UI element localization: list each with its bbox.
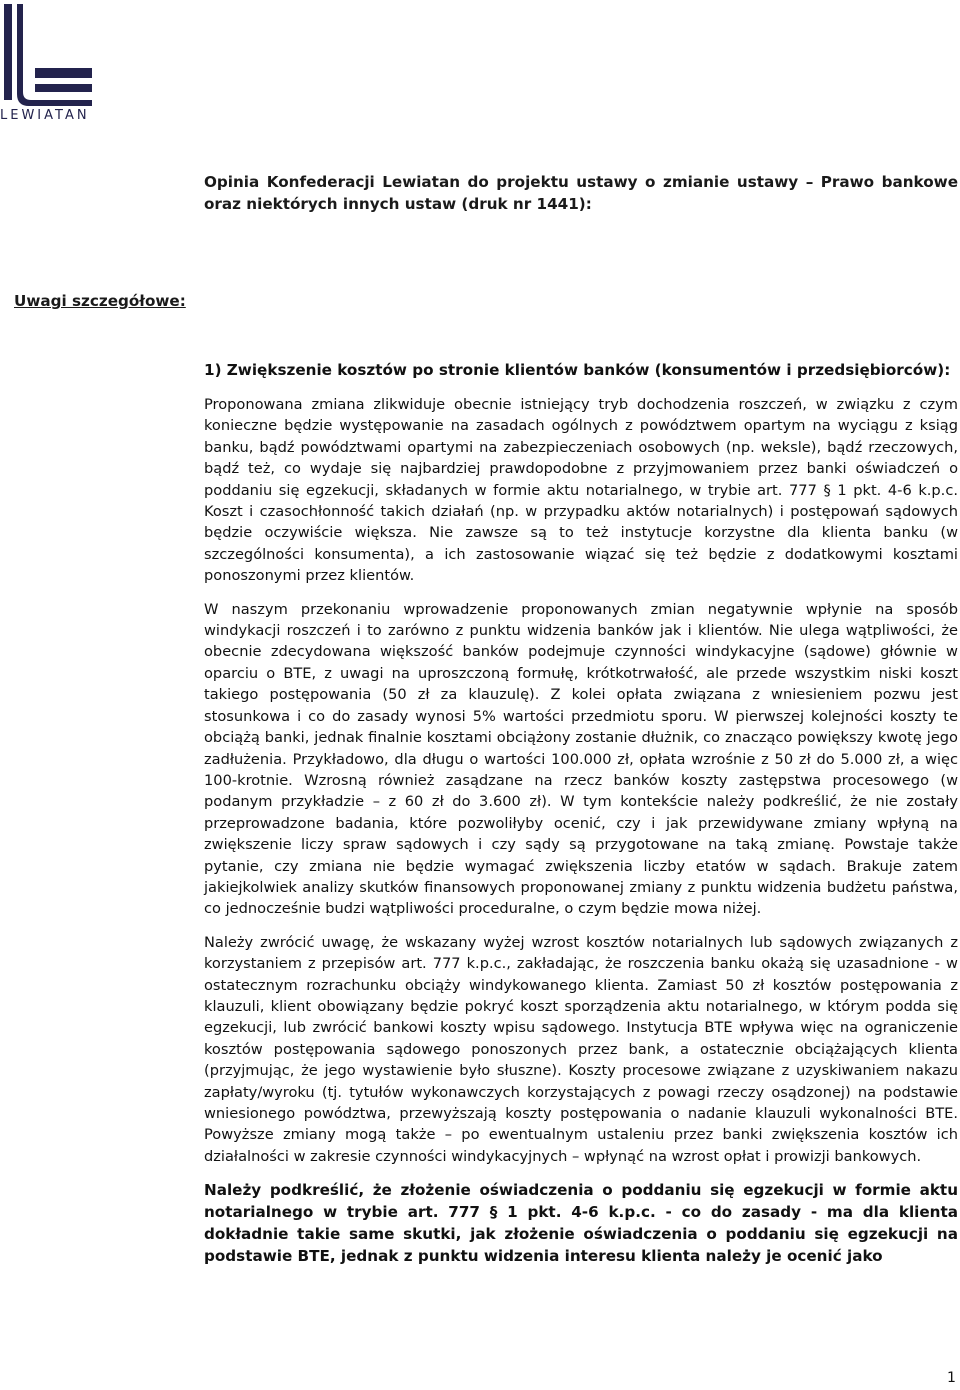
document-body [204,359,958,1279]
section-title: Uwagi szczegółowe: [14,292,186,310]
page-number: 1 [947,1370,956,1386]
document-title: Opinia Konfederacji Lewiatan do projektu ustawy o zmianie ustawy – Prawo bankowe oraz niektórych innych ustaw (druk nr 1441): [204,173,958,213]
point-heading: 1) Zwiększenie kosztów po stronie klientów banków (konsumentów i przedsiębiorców): [204,361,951,379]
paragraph: Należy zwrócić uwagę, że wskazany wyżej wzrost kosztów notarialnych lub sądowych związanych z korzystaniem z przepisów art. 777 k.p.c., zakładając, że roszczenia banku okażą się uzasadnione - w ostatecznym rozrachunku obciąży windykowanego klienta. Zamiast 50 zł kosztów postępowania z klauzuli, klient obowiązany będzie pokryć koszt sporządzenia aktu notarialnego, w którym podda się egzekucji, lub zwrócić bankowi koszty wpisu sądowego. Instytucja BTE wpływa więc na ograniczenie kosztów postępowania sądowego ponoszonych przez bank, a ostatecznie obciążających klienta (przyjmując, że jego wystawienie było słuszne). Koszty procesowe związane z uzyskiwaniem nakazu zapłaty/wyroku (tj. tytułów wykonawczych korzystających z powagi rzeczy osądzonej) na podstawie wniesionego powództwa, przewyższają koszty postępowania o nadanie klauzuli wykonalności BTE. Powyższe zmiany mogą także – po ewentualnym ustaleniu przez banki zwiększenia kosztów ich działalności w zakresie czynności windykacyjnych – wpłynąć na wzrost opłat i prowizji bankowych. [204,933,958,1165]
bold-paragraph: Należy podkreślić, że złożenie oświadczenia o poddaniu się egzekucji w formie aktu notarialnego w trybie art. 777 § 1 pkt. 4-6 k.p.c. - co do zasady - ma dla klienta dokładnie takie same skutki, jak złożenie oświadczenia o poddaniu się egzekucji na podstawie BTE, jednak z punktu widzenia interesu klienta należy je ocenić jako [204,1181,958,1266]
lewiatan-logo-mark [0,0,110,110]
paragraph: Proponowana zmiana zlikwiduje obecnie istniejący tryb dochodzenia roszczeń, w związku z czym konieczne będzie występowanie na zasadach ogólnych z powództwem opartym na wyciągu z ksiąg banku, bądź powództwami opartymi na zabezpieczeniach osobowych (np. weksle), bądź rzeczowych, bądź też, co wydaje się najbardziej prawdopodobne z przyjmowaniem przez banki oświadczeń o poddaniu się egzekucji, składanych w formie aktu notarialnego, w trybie art. 777 § 1 pkt. 4-6 k.p.c. Koszt i czasochłonność takich działań (np. w przypadku aktów notarialnych) i postępowań sądowych będzie oczywiście większa. Nie zawsze są to też instytucje korzystne dla klienta banku (w szczególności konsumenta), a ich zastosowanie wiązać się też będzie z dodatkowymi kosztami ponoszonymi przez klientów. [204,396,958,585]
lewiatan-logo [0,0,110,130]
logo-wordmark: LEWIATAN [0,108,90,123]
paragraph: W naszym przekonaniu wprowadzenie proponowanych zmian negatywnie wpłynie na sposób windykacji roszczeń i to zarówno z punktu widzenia banków jak i klientów. Nie ulega wątpliwości, że obecnie zdecydowana większość banków podejmuje czynności windykacyjne (sądowe) głównie w oparciu o BTE, z uwagi na uproszczoną formułę, krótkotrwałość, ale przede wszystkim niski koszt takiego postępowania (50 zł za klauzulę). Z kolei opłata związana z wniesieniem pozwu jest stosunkowa i co do zasady wynosi 5% wartości przedmiotu sporu. W pierwszej kolejności koszty te obciążą banki, jednak finalnie kosztami obciążony zostanie dłużnik, co znacząco powiększy kwotę jego zadłużenia. Przykładowo, dla długu o wartości 100.000 zł, opłata wzrośnie z 50 zł do 5.000 zł, a więc 100-krotnie. Wzrosną również zasądzane na rzecz banków koszty zastępstwa procesowego (w podanym przykładzie – z 60 zł do 3.600 zł). W tym kontekście należy podkreślić, że nie zostały przeprowadzone badania, które pozwoliłyby ocenić, czy i jak przewidywane zmiany wpłyną na zwiększenie liczy spraw sądowych i czy sądy są przygotowane na taką zmianę. Powstaje także pytanie, czy zmiana nie będzie wymagać zwiększenia liczby etatów w sądach. Brakuje zatem jakiejkolwiek analizy skutków finansowych proponowanej zmiany z punktu widzenia budżetu państwa, co jednocześnie budzi wątpliwości proceduralne, o czym będzie mowa niżej. [204,600,958,918]
